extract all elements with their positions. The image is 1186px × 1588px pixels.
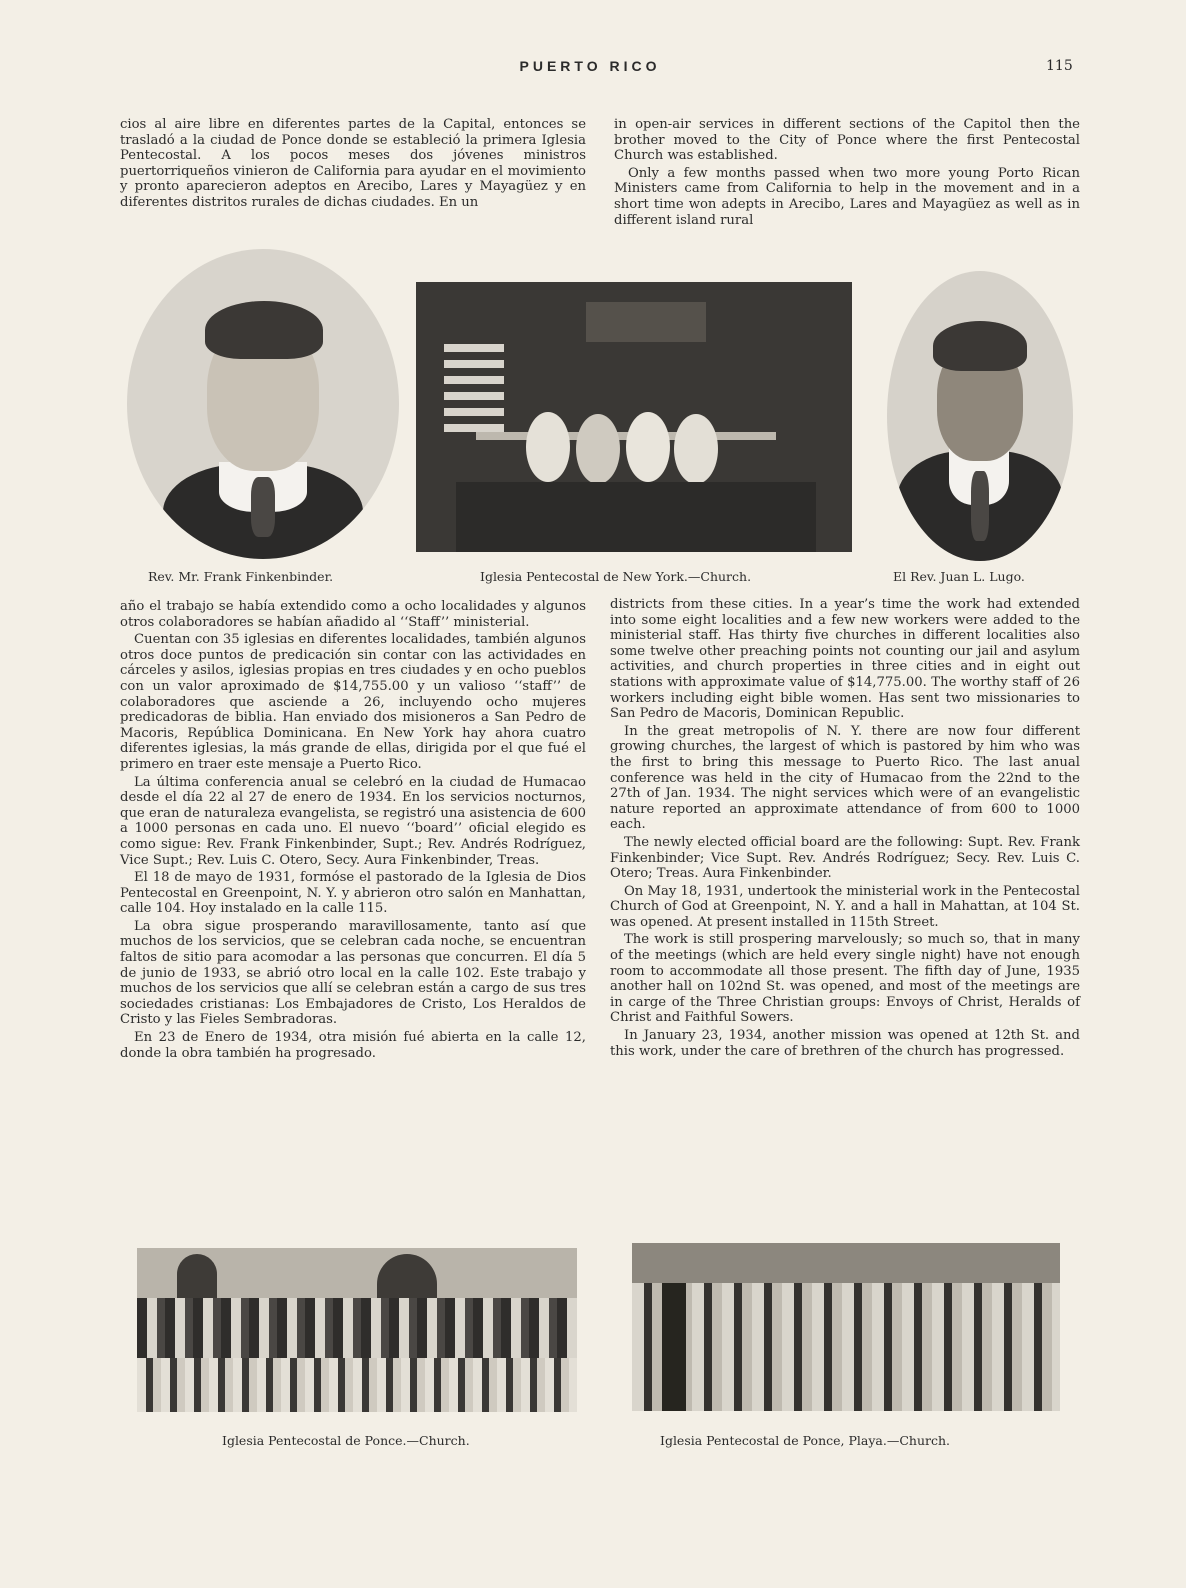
portrait-lugo-photo bbox=[887, 271, 1073, 561]
paragraph: La obra sigue prosperando maravillosamente, tanto así que muchos de los servicios, que se celebran cada noche, se encuentran faltos de sitio para acomodar a las personas que concurren. El día 5 de junio de 1933, se abrió otro local en la calle 102. Este trabajo y muchos de los servicios que allí se celebran están a cargo de sus tres sociedades cristianas: Los Embajadores de Cristo, Los Heraldos de Cristo y las Fieles Sembradoras. bbox=[120, 918, 586, 1028]
paragraph: El 18 de mayo de 1931, formóse el pastorado de la Iglesia de Dios Pentecostal en Greenpoint, N. Y. y abrieron otro salón en Manhattan, calle 104. Hoy instalado en la calle 115. bbox=[120, 870, 586, 917]
paragraph: in open-air services in different sections of the Capitol then the brother moved to the City of Ponce where the first Pentecostal Church was established. bbox=[614, 117, 1080, 164]
ponce-playa-church-group-photo bbox=[632, 1243, 1060, 1411]
caption-ponce: Iglesia Pentecostal de Ponce.—Church. bbox=[222, 1433, 470, 1448]
right-top-column bbox=[614, 117, 1080, 228]
caption-ponce-playa: Iglesia Pentecostal de Ponce, Playa.—Church. bbox=[660, 1433, 950, 1448]
paragraph: The newly elected official board are the following: Supt. Rev. Frank Finkenbinder; Vice Supt. Rev. Andrés Rodríguez; Secy. Rev. Luis C. Otero; Treas. Aura Finkenbinder. bbox=[610, 834, 1080, 882]
left-top-column bbox=[120, 117, 586, 211]
paragraph: Cuentan con 35 iglesias en diferentes localidades, también algunos otros doce puntos de predicación sin contar con las actividades en cárceles y asilos, iglesias propias en tres ciudades y en ocho pueblos con un valor aproximado de $14,755.00 y un valioso ‘‘staff’’ de colaboradores que asciende a 26, incluyendo ocho mujeres predicadoras de biblia. Han enviado dos misioneros a San Pedro de Macoris, República Dominicana. En New York hay ahora cuatro diferentes iglesias, la más grande de ellas, dirigida por el que fué el primero en traer este mensaje a Puerto Rico. bbox=[120, 632, 586, 772]
left-main-column bbox=[120, 599, 586, 1061]
paragraph: año el trabajo se había extendido como a ocho localidades y algunos otros colaboradores se habían añadido al ‘‘Staff’’ ministerial. bbox=[120, 599, 586, 630]
paragraph: En 23 de Enero de 1934, otra misión fué abierta en la calle 12, donde la obra también ha progresado. bbox=[120, 1030, 586, 1061]
ny-church-group-photo bbox=[416, 282, 852, 552]
portrait-finkenbinder-photo bbox=[127, 249, 399, 559]
paragraph: cios al aire libre en diferentes partes de la Capital, entonces se trasladó a la ciudad de Ponce donde se estableció la primera Iglesia Pentecostal. A los pocos meses dos jóvenes ministros puertorriqueños vinieron de California para ayudar en el movimiento y pronto aparecieron adeptos en Arecibo, Lares y Mayagüez y en diferentes distritos rurales de dichas ciudades. En un bbox=[120, 117, 586, 210]
paragraph: Only a few months passed when two more young Porto Rican Ministers came from California to help in the movement and in a short time won adepts in Arecibo, Lares and Mayagüez as well as in different island rural bbox=[614, 165, 1080, 228]
caption-ny-church: Iglesia Pentecostal de New York.—Church. bbox=[480, 569, 752, 584]
right-main-column bbox=[610, 597, 1080, 1059]
caption-lugo: El Rev. Juan L. Lugo. bbox=[893, 569, 1025, 584]
paragraph: In the great metropolis of N. Y. there are now four different growing churches, the largest of which is pastored by him who was the first to bring this message to Puerto Rico. The last anual conference was held in the city of Humacao from the 22nd to the 27th of Jan. 1934. The night services which were of an evangelistic nature reported an approximate attendance of from 600 to 1000 each. bbox=[610, 723, 1080, 833]
page-number: 115 bbox=[1046, 58, 1073, 74]
caption-finkenbinder: Rev. Mr. Frank Finkenbinder. bbox=[148, 569, 334, 584]
paragraph: In January 23, 1934, another mission was opened at 12th St. and this work, under the care of brethren of the church has progressed. bbox=[610, 1028, 1080, 1059]
paragraph: districts from these cities. In a year’s time the work had extended into some eight localities and a few new workers were added to the ministerial staff. Has thirty five churches in different localities also some twelve other preaching points not counting our jail and asylum activities, and church properties in three cities and in eight out stations with approximate value of $14,775.00. The worthy staff of 26 workers including eight bible women. Has sent two missionaries to San Pedro de Macoris, Dominican Republic. bbox=[610, 597, 1080, 722]
paragraph: La última conferencia anual se celebró en la ciudad de Humacao desde el día 22 al 27 de enero de 1934. En los servicios nocturnos, que eran de naturaleza evangelista, se registró una asistencia de 600 a 1000 personas en cada uno. El nuevo ‘‘board’’ oficial elegido es como sigue: Rev. Frank Finkenbinder, Supt.; Rev. Andrés Rodríguez, Vice Supt.; Rev. Luis C. Otero, Secy. Aura Finkenbinder, Treas. bbox=[120, 774, 586, 868]
paragraph: On May 18, 1931, undertook the ministerial work in the Pentecostal Church of God at Greenpoint, N. Y. and a hall in Mahattan, at 104 St. was opened. At present installed in 115th Street. bbox=[610, 883, 1080, 930]
page-header-title: PUERTO RICO bbox=[519, 58, 661, 74]
ponce-church-group-photo bbox=[137, 1248, 577, 1412]
paragraph: The work is still prospering marvelously; so much so, that in many of the meetings (which are held every single night) have not enough room to accommodate all those present. The fifth day of June, 1935 another hall on 102nd St. was opened, and most of the meetings are in carge of the Three Christian groups: Envoys of Christ, Heralds of Christ and Faithful Sowers. bbox=[610, 932, 1080, 1026]
